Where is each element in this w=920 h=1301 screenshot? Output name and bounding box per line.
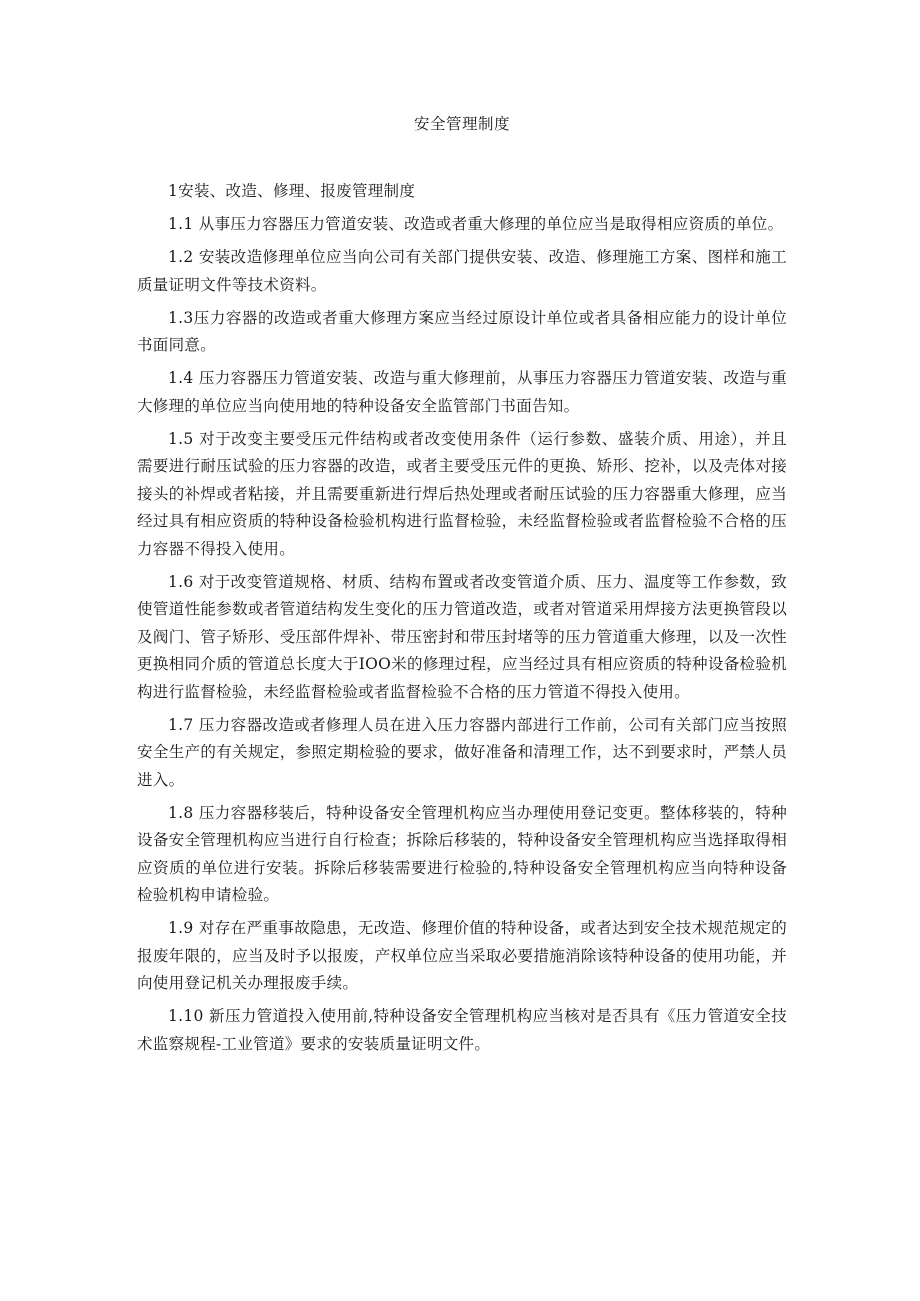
paragraph-1-5: 1.5 对于改变主要受压元件结构或者改变使用条件（运行参数、盛装介质、用途），并且需要进行耐压试验的压力容器的改造，或者主要受压元件的更换、矫形、挖补，以及壳体对接接头的补焊或者粘接，并且需要重新进行焊后热处理或者耐压试验的压力容器重大修理，应当经过具有相应资质的特种设备检验机构进行监督检验，未经监督检验或者监督检验不合格的压力容器不得投入使用。: [137, 429, 787, 558]
paragraph-1-10: 1.10 新压力管道投入使用前,特种设备安全管理机构应当核对是否具有《压力管道安全技术监察规程-工业管道》要求的安装质量证明文件。: [137, 1007, 787, 1053]
paragraph-1-4: 1.4 压力容器压力管道安装、改造与重大修理前，从事压力容器压力管道安装、改造与重大修理的单位应当向使用地的特种设备安全监管部门书面告知。: [137, 369, 787, 415]
section-heading: 1安装、改造、修理、报废管理制度: [168, 182, 416, 200]
document-title: 安全管理制度: [413, 115, 510, 133]
paragraph-1-9: 1.9 对存在严重事故隐患，无改造、修理价值的特种设备，或者达到安全技术规范规定的报废年限的，应当及时予以报废，产权单位应当采取必要措施消除该特种设备的使用功能，并向使用登记机关办理报废手续。: [137, 919, 787, 992]
document-page: [137, 110, 787, 1064]
paragraph-1-2: 1.2 安装改造修理单位应当向公司有关部门提供安装、改造、修理施工方案、图样和施工质量证明文件等技术资料。: [137, 248, 787, 294]
paragraph-1-3: 1.3压力容器的改造或者重大修理方案应当经过原设计单位或者具备相应能力的设计单位书面同意。: [137, 308, 787, 354]
paragraph-1-7: 1.7 压力容器改造或者修理人员在进入压力容器内部进行工作前，公司有关部门应当按照安全生产的有关规定，参照定期检验的要求，做好准备和清理工作，达不到要求时，严禁人员进入。: [137, 715, 787, 789]
paragraph-1-1: 1.1 从事压力容器压力管道安装、改造或者重大修理的单位应当是取得相应资质的单位。: [168, 215, 784, 233]
paragraph-1-8: 1.8 压力容器移装后，特种设备安全管理机构应当办理使用登记变更。整体移装的，特种设备安全管理机构应当进行自行检查；拆除后移装的，特种设备安全管理机构应当选择取得相应资质的单位进行安装。拆除后移装需要进行检验的,特种设备安全管理机构应当向特种设备检验机构申请检验。: [137, 803, 787, 904]
paragraph-1-6: 1.6 对于改变管道规格、材质、结构布置或者改变管道介质、压力、温度等工作参数，致使管道性能参数或者管道结构发生变化的压力管道改造，或者对管道采用焊接方法更换管段以及阀门、管子矫形、受压部件焊补、带压密封和带压封堵等的压力管道重大修理，以及一次性更换相同介质的管道总长度大于IOO米的修理过程，应当经过具有相应资质的特种设备检验机构进行监督检验，未经监督检验或者监督检验不合格的压力管道不得投入使用。: [137, 572, 787, 701]
